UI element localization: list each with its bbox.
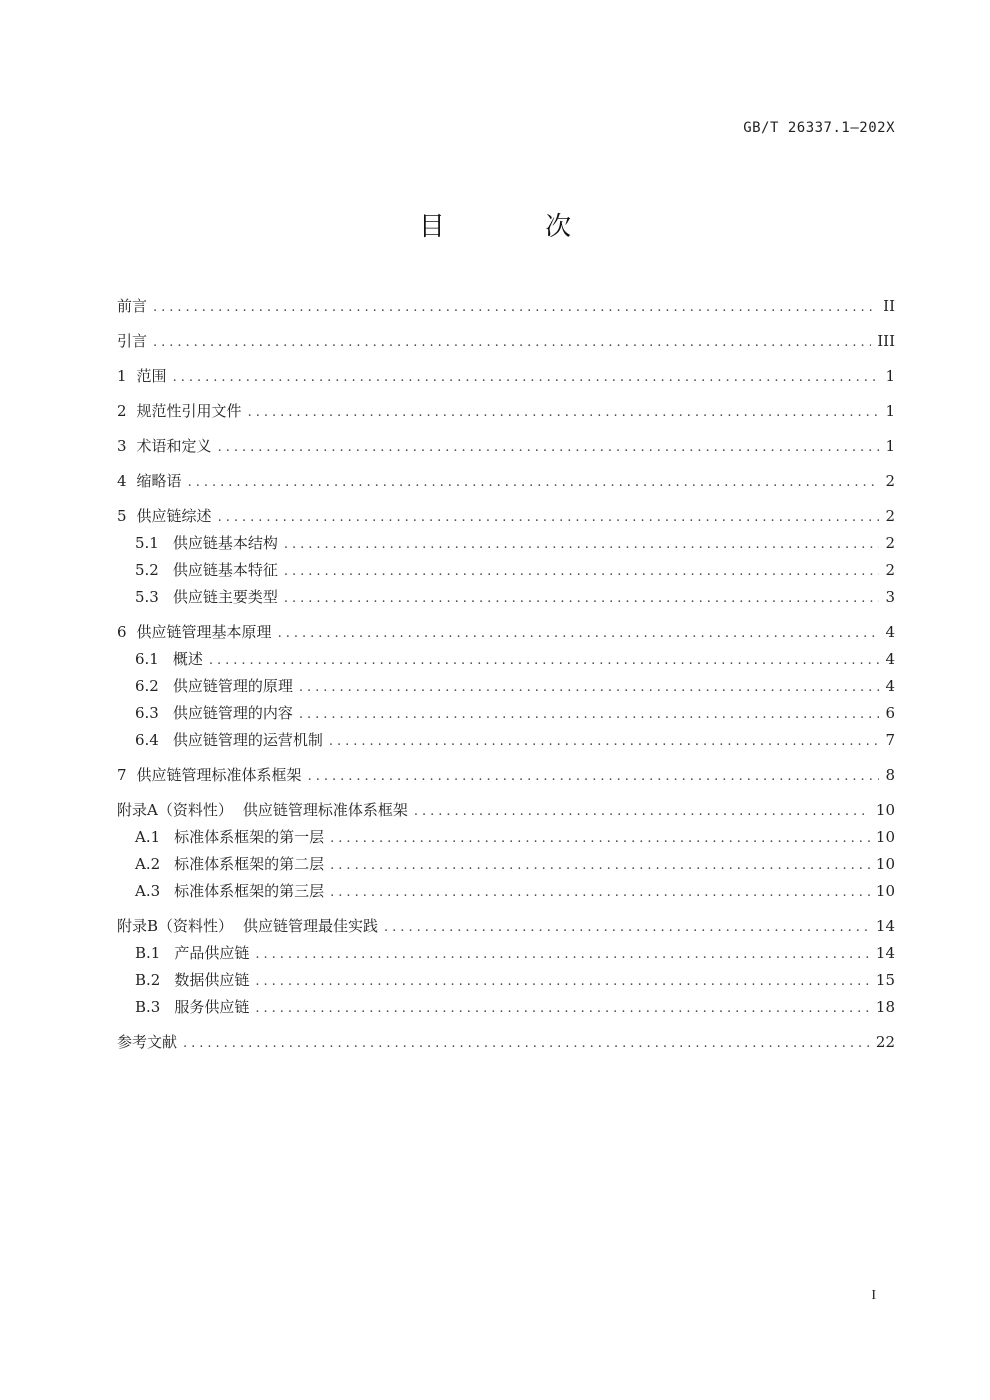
- toc-entry[interactable]: [117, 943, 895, 965]
- toc-entry[interactable]: [117, 1032, 895, 1054]
- toc-entry-page: 10: [875, 882, 895, 900]
- toc-entry-number: 5: [117, 507, 127, 525]
- toc-dot-leader: [255, 945, 870, 965]
- toc-entry-page: 14: [875, 917, 895, 935]
- toc-entry-label: 参考文献: [117, 1033, 178, 1051]
- toc-entry-label: 供应链主要类型: [172, 588, 278, 606]
- toc-entry-title: [135, 560, 278, 580]
- toc-entry-label: 术语和定义: [136, 437, 212, 455]
- toc-entry-number: 6.4: [135, 731, 159, 749]
- toc-entry-title: [135, 587, 278, 607]
- toc-entry-title: [135, 881, 324, 901]
- toc-entry[interactable]: [117, 916, 895, 938]
- toc-dot-leader: [299, 678, 880, 698]
- toc-entry-page: 14: [875, 944, 895, 962]
- toc-entry-number: A.3: [135, 882, 161, 900]
- toc-entry[interactable]: [117, 730, 895, 752]
- toc-entry-label: 标准体系框架的第三层: [174, 882, 325, 900]
- toc-entry-label: 供应链管理标准体系框架: [242, 801, 408, 819]
- toc-entry-label: 供应链管理基本原理: [136, 623, 272, 641]
- toc-entry[interactable]: [117, 296, 895, 318]
- toc-entry[interactable]: [117, 676, 895, 698]
- toc-entry[interactable]: [117, 881, 895, 903]
- toc-entry-title: [135, 676, 293, 696]
- toc-entry-title: [135, 997, 249, 1017]
- toc-entry[interactable]: [117, 854, 895, 876]
- toc-entry-title: [117, 401, 242, 421]
- toc-entry-title: [117, 366, 167, 386]
- toc-entry-page: 3: [885, 588, 895, 606]
- toc-entry[interactable]: [117, 560, 895, 582]
- toc-entry-page: 15: [875, 971, 895, 989]
- toc-entry-label: 供应链管理的运营机制: [172, 731, 323, 749]
- toc-entry-label: 缩略语: [136, 472, 182, 490]
- toc-entry-title: [117, 331, 147, 351]
- toc-entry-label: 数据供应链: [174, 971, 250, 989]
- toc-dot-leader: [209, 651, 880, 671]
- toc-entry-page: 1: [885, 437, 895, 455]
- toc-entry[interactable]: [117, 471, 895, 493]
- table-of-contents: [117, 296, 895, 1054]
- toc-entry-number: 5.1: [135, 534, 159, 552]
- toc-entry-label: 供应链管理最佳实践: [243, 917, 379, 935]
- toc-dot-leader: [153, 298, 877, 318]
- toc-entry-number: 6.2: [135, 677, 159, 695]
- toc-entry-number: 7: [117, 766, 127, 784]
- toc-dot-leader: [278, 624, 880, 644]
- toc-entry-number: 附录A（资料性）: [117, 801, 233, 819]
- toc-entry-title: [135, 854, 324, 874]
- toc-entry[interactable]: [117, 765, 895, 787]
- toc-entry-page: 10: [875, 855, 895, 873]
- toc-dot-leader: [330, 856, 870, 876]
- toc-entry[interactable]: [117, 401, 895, 423]
- toc-dot-leader: [153, 333, 871, 353]
- toc-entry[interactable]: [117, 331, 895, 353]
- toc-dot-leader: [308, 767, 880, 787]
- toc-entry[interactable]: [117, 533, 895, 555]
- toc-entry-title: [117, 765, 302, 785]
- toc-entry-page: 2: [885, 561, 895, 579]
- toc-entry-page: 8: [885, 766, 895, 784]
- toc-entry-number: 1: [117, 367, 127, 385]
- toc-entry-page: 18: [875, 998, 895, 1016]
- toc-entry-number: B.2: [135, 971, 161, 989]
- toc-entry-title: [135, 533, 278, 553]
- toc-entry-label: 供应链管理的原理: [172, 677, 293, 695]
- toc-entry[interactable]: [117, 970, 895, 992]
- toc-entry-number: 4: [117, 472, 127, 490]
- toc-dot-leader: [183, 1034, 870, 1054]
- toc-entry-label: 产品供应链: [174, 944, 250, 962]
- toc-entry-title: [117, 800, 408, 820]
- toc-entry-label: 供应链基本结构: [172, 534, 278, 552]
- toc-entry-page: III: [877, 332, 895, 350]
- toc-entry-page: 10: [875, 801, 895, 819]
- toc-entry-page: 10: [875, 828, 895, 846]
- toc-dot-leader: [218, 508, 880, 528]
- toc-dot-leader: [255, 972, 870, 992]
- toc-entry-label: 供应链基本特征: [172, 561, 278, 579]
- page-number: I: [871, 1288, 876, 1303]
- toc-entry-page: 1: [885, 367, 895, 385]
- toc-entry-title: [117, 916, 378, 936]
- toc-entry-label: 标准体系框架的第一层: [174, 828, 325, 846]
- toc-entry-page: 4: [885, 650, 895, 668]
- toc-entry-number: 附录B（资料性）: [117, 917, 234, 935]
- toc-entry-title: [135, 730, 323, 750]
- toc-dot-leader: [330, 829, 870, 849]
- toc-entry-number: 3: [117, 437, 127, 455]
- toc-dot-leader: [255, 999, 870, 1019]
- toc-entry[interactable]: [117, 587, 895, 609]
- toc-entry-page: 22: [875, 1033, 895, 1051]
- toc-entry-page: 2: [885, 534, 895, 552]
- toc-dot-leader: [284, 535, 880, 555]
- toc-entry-title: [117, 471, 182, 491]
- toc-dot-leader: [218, 438, 880, 458]
- toc-entry-number: A.2: [135, 855, 161, 873]
- toc-dot-leader: [248, 403, 880, 423]
- toc-dot-leader: [384, 918, 870, 938]
- toc-entry-title: [117, 506, 212, 526]
- toc-entry-number: B.3: [135, 998, 161, 1016]
- toc-entry[interactable]: [117, 649, 895, 671]
- toc-entry-title: [117, 436, 212, 456]
- toc-dot-leader: [299, 705, 880, 725]
- toc-entry-label: 服务供应链: [174, 998, 250, 1016]
- toc-entry-number: B.1: [135, 944, 161, 962]
- toc-entry-page: 2: [885, 472, 895, 490]
- toc-entry-label: 前言: [117, 297, 148, 315]
- toc-entry-title: [117, 296, 147, 316]
- toc-entry[interactable]: [117, 997, 895, 1019]
- toc-entry-label: 供应链管理标准体系框架: [136, 766, 302, 784]
- toc-entry-title: [117, 622, 272, 642]
- toc-entry-title: [135, 827, 324, 847]
- toc-entry-number: 6: [117, 623, 127, 641]
- toc-entry-label: 概述: [172, 650, 203, 668]
- toc-entry-page: 1: [885, 402, 895, 420]
- toc-entry-title: [135, 943, 249, 963]
- toc-entry-page: II: [883, 297, 895, 315]
- toc-entry-number: 2: [117, 402, 127, 420]
- toc-entry-page: 6: [885, 704, 895, 722]
- toc-entry-number: A.1: [135, 828, 161, 846]
- toc-entry[interactable]: [117, 703, 895, 725]
- toc-entry-label: 供应链综述: [136, 507, 212, 525]
- toc-entry-number: 6.1: [135, 650, 159, 668]
- toc-entry-page: 4: [885, 623, 895, 641]
- toc-entry-title: [135, 970, 249, 990]
- toc-entry-page: 7: [885, 731, 895, 749]
- toc-entry[interactable]: [117, 800, 895, 822]
- toc-entry[interactable]: [117, 366, 895, 388]
- toc-dot-leader: [173, 368, 880, 388]
- toc-dot-leader: [284, 562, 880, 582]
- standard-code: GB/T 26337.1—202X: [743, 120, 895, 136]
- toc-entry-label: 标准体系框架的第二层: [174, 855, 325, 873]
- toc-entry-number: 5.3: [135, 588, 159, 606]
- page-title: 目 次: [418, 212, 618, 242]
- toc-entry-label: 范围: [136, 367, 167, 385]
- toc-entry[interactable]: [117, 622, 895, 644]
- toc-entry-title: [135, 703, 293, 723]
- toc-entry-title: [117, 1032, 177, 1052]
- toc-entry[interactable]: [117, 436, 895, 458]
- toc-dot-leader: [329, 732, 880, 752]
- toc-entry[interactable]: [117, 827, 895, 849]
- toc-entry-label: 规范性引用文件: [136, 402, 242, 420]
- toc-dot-leader: [284, 589, 880, 609]
- toc-entry-label: 供应链管理的内容: [172, 704, 293, 722]
- toc-dot-leader: [330, 883, 870, 903]
- toc-dot-leader: [414, 802, 870, 822]
- toc-dot-leader: [188, 473, 880, 493]
- toc-entry-title: [135, 649, 203, 669]
- toc-entry-number: 6.3: [135, 704, 159, 722]
- toc-entry-page: 2: [885, 507, 895, 525]
- toc-entry[interactable]: [117, 506, 895, 528]
- toc-entry-number: 5.2: [135, 561, 159, 579]
- toc-entry-page: 4: [885, 677, 895, 695]
- toc-entry-label: 引言: [117, 332, 148, 350]
